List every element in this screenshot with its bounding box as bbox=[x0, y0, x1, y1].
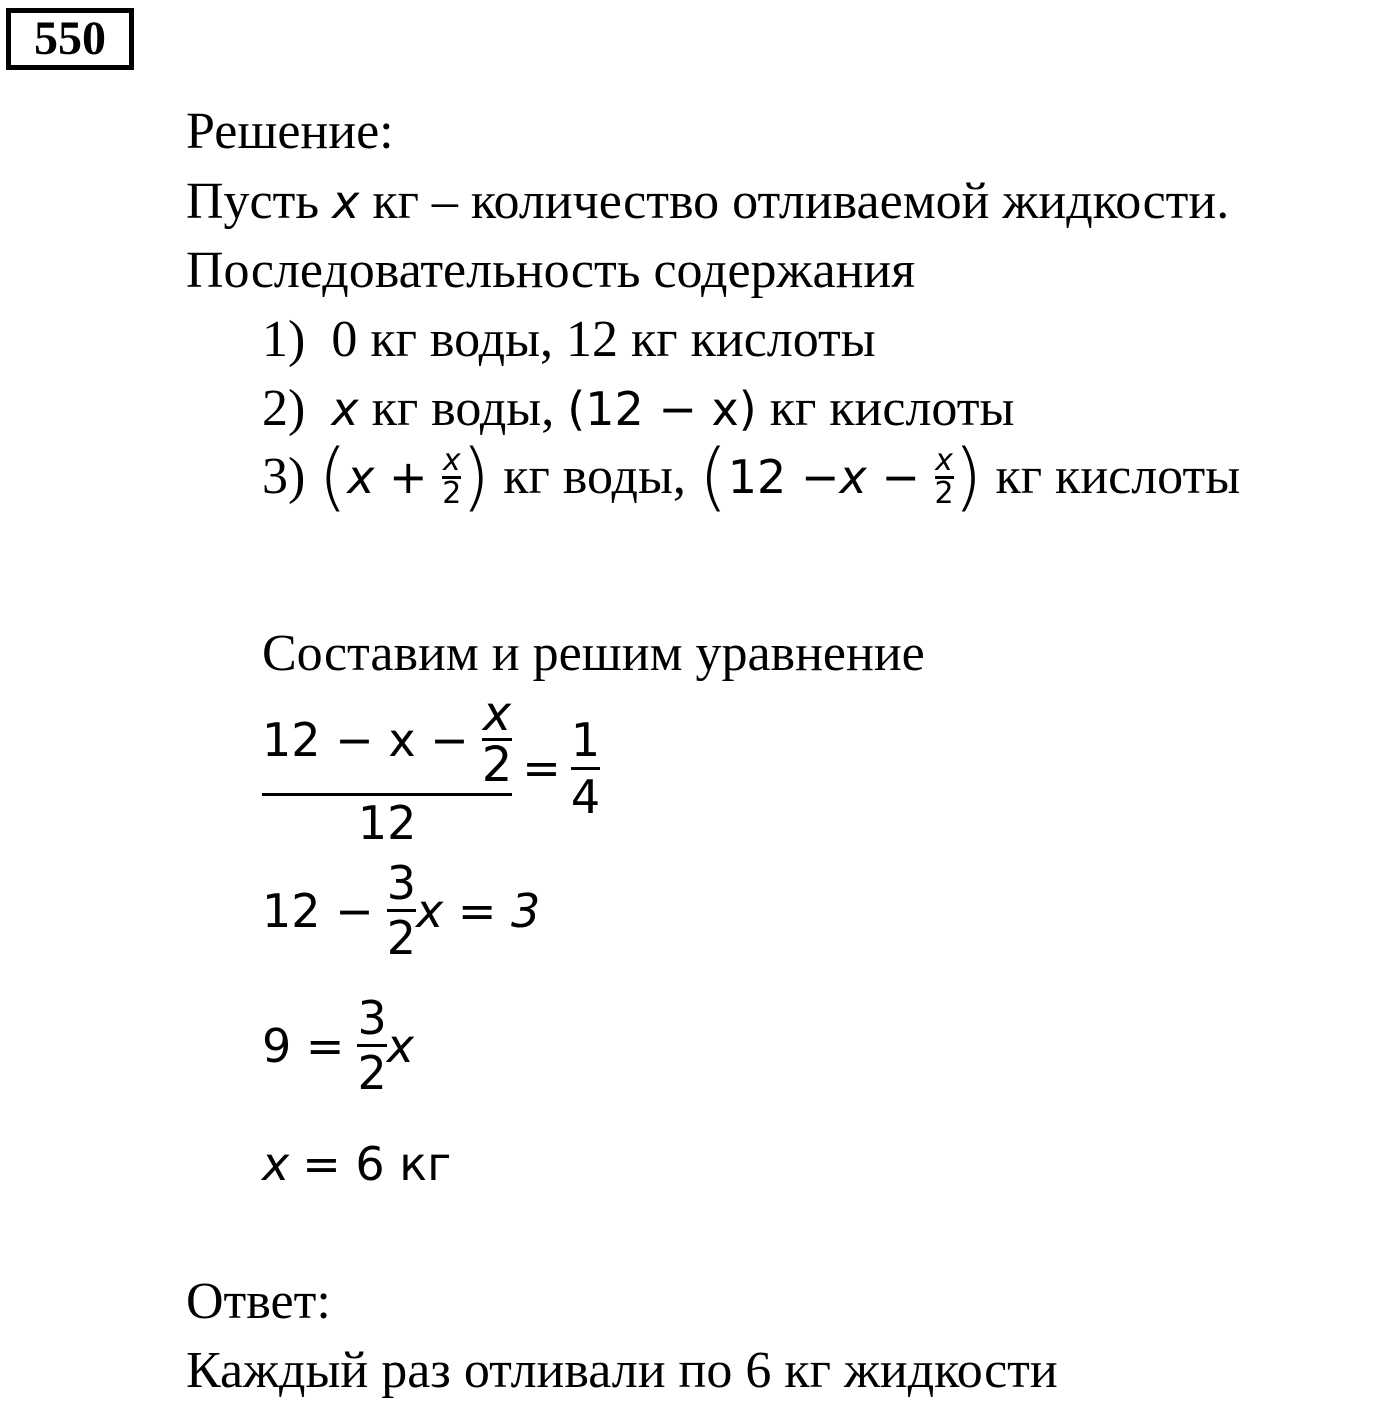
step-3-frac-2: $\frac{x}{2}$ bbox=[934, 442, 954, 511]
equation-1 bbox=[262, 686, 601, 850]
eq1-main-fraction: 12 − x − $\frac{x}{2}$ 12 bbox=[262, 686, 513, 850]
step-1-text: 0 кг воды, 12 кг кислоты bbox=[331, 311, 876, 368]
eq2-frac: $\frac{3}{2}$ bbox=[386, 856, 416, 965]
let-var: x bbox=[332, 175, 360, 229]
let-line bbox=[186, 173, 1230, 230]
answer-text: Каждый раз отливали по 6 кг жидкости bbox=[186, 1342, 1058, 1399]
equation-3: 9 = $\frac{3}{2}$ x bbox=[262, 991, 414, 1100]
equation-2: 12 − $\frac{3}{2}$ x = 3 bbox=[262, 856, 541, 965]
step-1 bbox=[262, 311, 876, 368]
sequence-heading: Последовательность содержания bbox=[186, 242, 916, 299]
answer-heading: Ответ: bbox=[186, 1273, 331, 1330]
step-2-var: x bbox=[331, 382, 359, 436]
step-2 bbox=[262, 380, 1015, 437]
step-2-num: 2) bbox=[262, 380, 306, 437]
eq3-frac: $\frac{3}{2}$ bbox=[357, 991, 387, 1100]
step-2-expr: (12 − x) bbox=[567, 382, 757, 436]
step-3-frac-1: $\frac{x}{2}$ bbox=[442, 442, 462, 511]
solution-heading: Решение: bbox=[186, 103, 394, 160]
eq1-den: 12 bbox=[357, 796, 417, 850]
equation-heading: Составим и решим уравнение bbox=[262, 625, 925, 682]
step-3-text-b: кг кислоты bbox=[995, 448, 1241, 505]
step-1-num: 1) bbox=[262, 311, 306, 368]
eq1-num-left: 12 − x − bbox=[262, 712, 469, 767]
step-3: 3) ( x + $\frac{x}{2}$ ) кг воды, ( 12 − x − $\frac{x}{2}$ ) кг кислоты bbox=[262, 434, 1241, 520]
equation-4: x = 6 кг bbox=[262, 1137, 452, 1191]
step-2-text-b: кг кислоты bbox=[769, 380, 1015, 437]
let-before: Пусть bbox=[186, 173, 320, 230]
step-3-num: 3) bbox=[262, 448, 306, 505]
step-3-text-a: кг воды, bbox=[503, 448, 686, 505]
step-2-text-a: кг воды, bbox=[371, 380, 555, 437]
let-after: кг – количество отливаемой жидкости. bbox=[372, 173, 1230, 230]
problem-number: 550 bbox=[6, 8, 134, 70]
eq1-eq: = bbox=[522, 741, 561, 795]
eq1-rhs: $\frac{1}{4}$ bbox=[570, 712, 601, 824]
